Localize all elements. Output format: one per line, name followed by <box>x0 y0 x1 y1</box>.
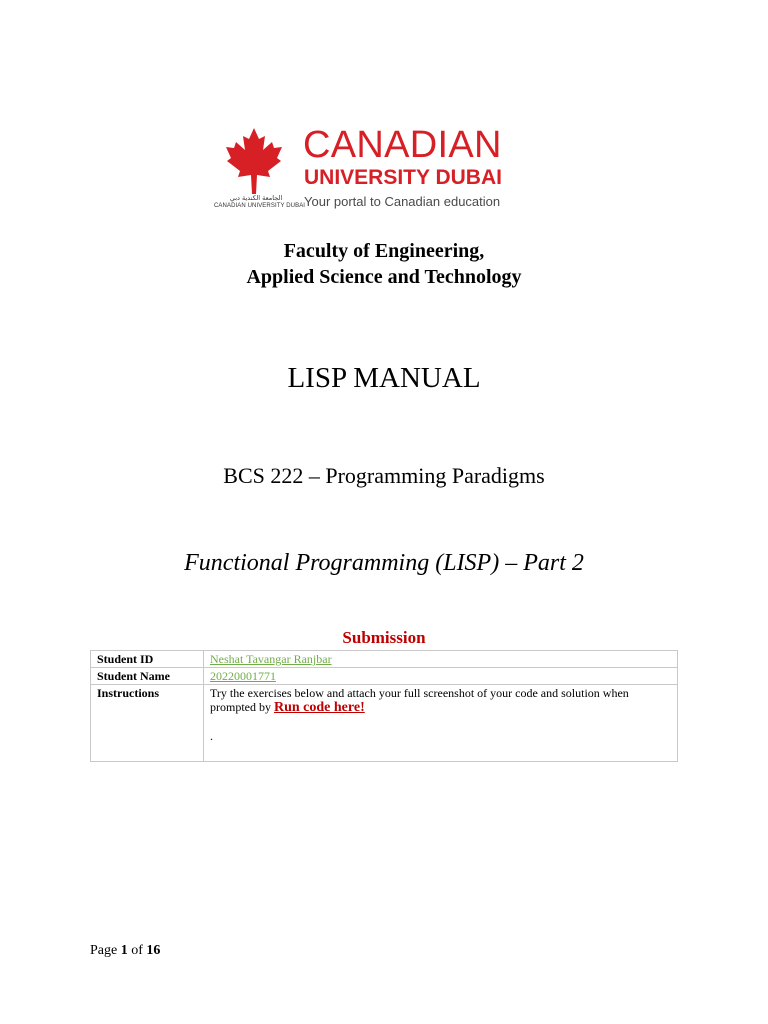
instructions-cell <box>204 685 678 762</box>
submission-table <box>90 650 678 762</box>
faculty-heading <box>0 238 768 290</box>
instructions-label: Instructions <box>91 685 204 762</box>
table-row <box>91 668 678 685</box>
student-name-value[interactable]: 20220001771 <box>204 668 678 685</box>
run-code-link[interactable]: Run code here! <box>274 700 365 715</box>
course-title: BCS 222 – Programming Paradigms <box>223 463 545 488</box>
faculty-line2: Applied Science and Technology <box>246 266 522 288</box>
table-row <box>91 651 678 668</box>
logo-name-line1: CANADIAN <box>303 124 502 166</box>
footer-of-word: of <box>131 943 143 958</box>
university-logo <box>214 124 504 214</box>
logo-name-line2: UNIVERSITY DUBAI <box>304 166 502 189</box>
student-name-label: Student Name <box>91 668 204 685</box>
logo-tagline: Your portal to Canadian education <box>304 194 501 209</box>
page-footer <box>90 943 160 959</box>
maple-leaf-icon <box>226 128 282 194</box>
student-id-value[interactable]: Neshat Tavangar Ranjbar <box>204 651 678 668</box>
logo-small-english: CANADIAN UNIVERSITY DUBAI <box>214 203 306 209</box>
table-row <box>91 685 678 762</box>
manual-title: LISP MANUAL <box>287 362 481 394</box>
student-id-label: Student ID <box>91 651 204 668</box>
footer-current-page: 1 <box>120 943 128 958</box>
instructions-text: Try the exercises below and attach your full screenshot of your code and solution when prompted by <box>210 686 629 714</box>
document-subtitle: Functional Programming (LISP) – Part 2 <box>184 550 584 576</box>
footer-total-pages: 16 <box>146 943 161 958</box>
footer-page-word: Page <box>90 943 118 958</box>
instructions-dot: . <box>210 729 213 743</box>
submission-heading: Submission <box>342 628 426 647</box>
faculty-line1: Faculty of Engineering, <box>283 240 485 262</box>
logo-arabic-text: الجامعة الكندية دبي <box>229 194 283 202</box>
